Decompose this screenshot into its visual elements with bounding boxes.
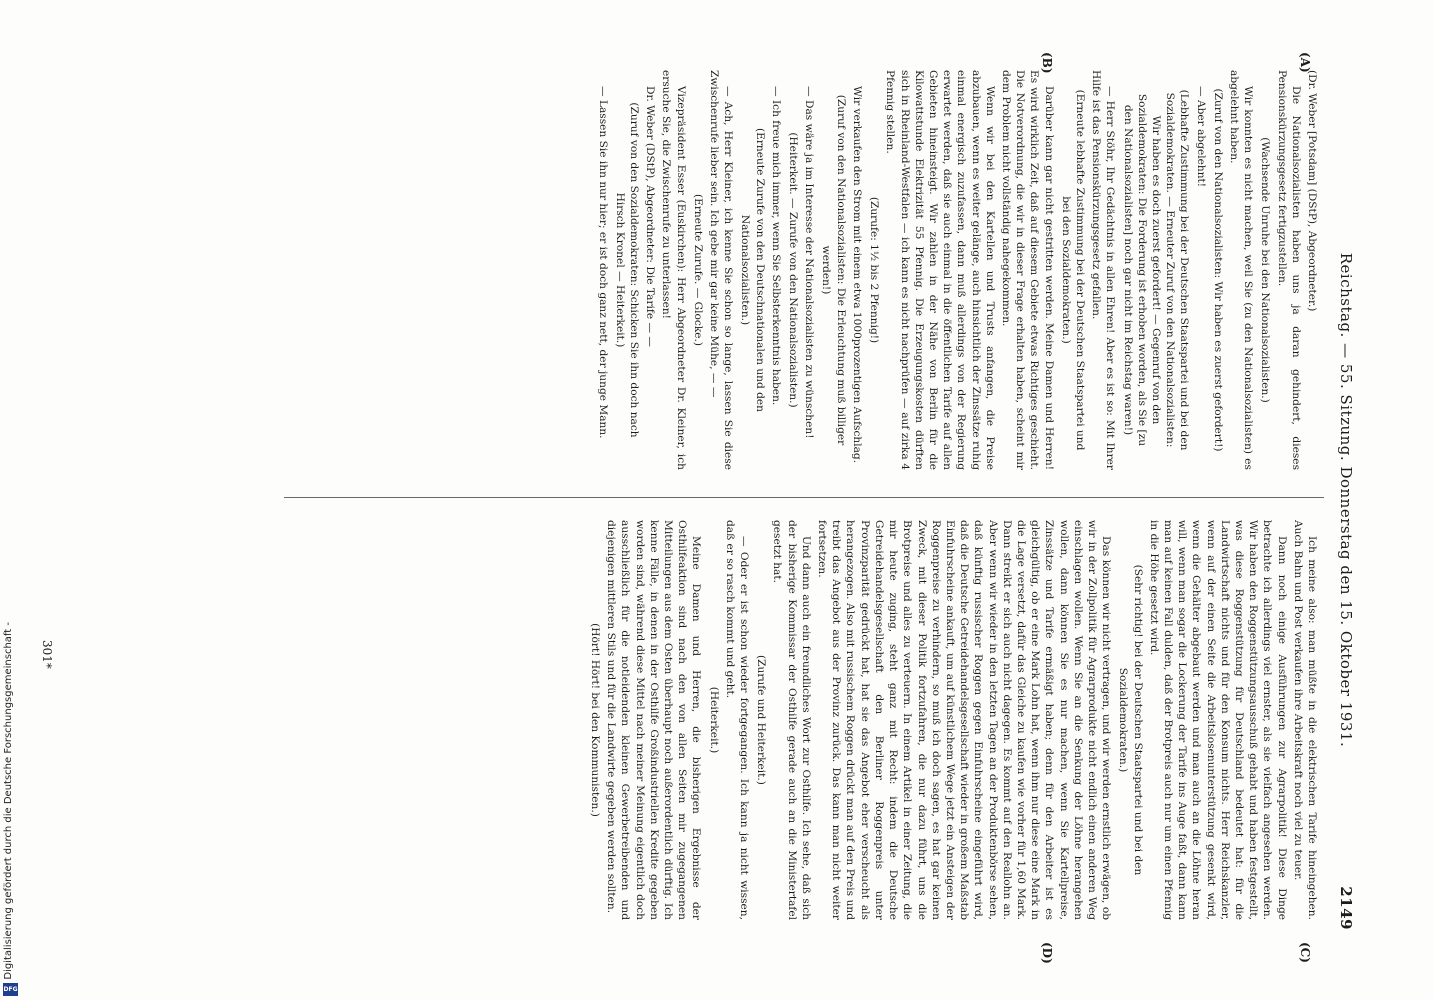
left-text-column <box>299 70 1319 470</box>
left-stage-direction: (Zuruf von den Nationalsozialisten: Wir haben es zuerst gefordert!) <box>1211 88 1224 452</box>
dfg-logo-icon: DFG <box>3 983 18 996</box>
right-paragraph: Dann noch einige Ausführungen zur Agrarpolitik! Diese Dinge betrachte ich allerdings viel ernster, als sie vielfach angesehen werden. Wir haben den Roggenstützungsausschuß gehabt und haben festgestellt, was diese Roggenstützung für Deutschland bedeutet hat: für die Landwirtschaft nichts und für den Konsum nichts. Herr Reichskanzler, wenn auf der einen Seite die Arbeitslosenunterstützung gesenkt wird, wenn die Gehälter abgebaut werden und man auch an die Löhne heran will, wenn man sogar die Lockerung der Tarife ins Auge faßt, dann kann man auf keinen Fall dulden, daß der Brotpreis auch nur um einen Pfennig in die Höhe gesetzt wird. <box>1147 520 1288 920</box>
left-paragraph: Die Nationalsozialisten haben uns ja daran gehindert, dieses Pensionskürzungsgesetz fertigzustellen. <box>1275 70 1302 470</box>
page-number: 2149 <box>1337 886 1355 930</box>
left-paragraph: — Das wäre ja im Interesse der Nationalsozialisten zu wünschen! <box>803 86 816 439</box>
right-text-column <box>419 520 1319 920</box>
left-paragraph: Darüber kann gar nicht gestritten werden. Meine Damen und Herren! Es wird wirklich Zeit, daß auf diesem Gebiete etwas Richtiges geschieht. Die Notverordnung, die wir in dieser Frage erhalten haben, scheint mir dem Problem nicht vollständig nahegekommen. <box>999 70 1055 470</box>
right-stage-direction: (Hört! Hört! bei den Kommunisten.) <box>589 623 602 817</box>
left-paragraph: — Aber abgelehnt! <box>1194 86 1207 188</box>
margin-marker-a: (A) <box>1298 52 1312 73</box>
left-stage-direction: (Heiterkeit. — Zurufe von den Nationalsozialisten.) <box>787 132 800 408</box>
right-stage-direction: (Sehr richtig! bei der Deutschen Staatspartei und bei den Sozialdemokraten.) <box>1117 564 1144 876</box>
left-paragraph: Wir konnten es nicht machen, weil Sie (zu den Nationalsozialisten) es abgelehnt haben. <box>1227 70 1255 470</box>
right-stage-direction: (Zurufe und Heiterkeit.) <box>755 655 768 785</box>
footer-credit-text: Digitalisierung gefördert durch die Deutsche Forschungsgemeinschaft - <box>3 622 14 980</box>
left-paragraph: Wenn wir bei den Kartellen und Trusts anfangen, die Preise abzubauen, wenn es weiter gelänge, auch hinsichtlich der Zinssätze ruhig einmal energisch zuzufassen, dann muß allerdings von der Regierung erwartet werden, daß sie auch einmal in die öffentlichen Tarife auf allen Gebieten hineinsteigt. Wir zahlen in der Nähe von Berlin für die Kilowattstunde Elektrizität 55 Pfennig. Die Erzeugungskosten dürften sich in Rheinland-Westfalen — ich kann es nicht nachprüfen — auf zirka 4 Pfennig stellen. <box>884 70 996 470</box>
right-paragraph: Das können wir nicht vertragen, und wir werden ernstlich erwägen, ob wir in der Zollpolitik für Agrarprodukte nicht endlich einen anderen Weg einschlagen wollen. Wenn Sie an die Senkung der Löhne herangehen wollen, dann können Sie es nur machen, wenn Sie Kartellpreise, Zinssätze und Tarife ermäßigt haben; denn für den Arbeiter ist es gleichgültig, ob er eine Mark Lohn hat, wenn ihm nur diese eine Mark in die Lage versetzt, dafür das Gleiche zu kaufen wie vorher für 1,60 Mark. Dann streikt er sich auch nicht dagegen. Es kommt auf den Reallohn an. Aber wenn wir wieder in den letzten Tagen an der Produktenbörse sehen, daß künftig russischer Roggen gegen Einfuhrscheine eingeführt wird, daß die Deutsche Getreidehandelsgesellschaft wieder in großem Maßstab Einfuhrscheine ankauft, um auf künstlichem Wege jetzt ein Ansteigen der Roggenpreise zu verhindern, so muß ich doch sagen, es hat gar keinen Zweck, mit dieser Politik fortzufahren, die nur dazu führt, uns die Brotpreise und alles zu verteuern. In einem Artikel in einer Zeitung, die mir heute zuging, steht ganz mit Recht: indem die Deutsche Getreidehandelsgesellschaft den Berliner Roggenpreis unter Provinzparität gedrückt hat, hat sie das Angebot eher verscheucht als herangezogen. Also mit russischem Roggen drückt man auf den Preis und treibt das Angebot aus der Provinz zurück. Das kann man nicht weiter fortsetzen. <box>816 520 1113 920</box>
left-paragraph: Dr. Weber (DStP), Abgeordneter: Die Tarife — — <box>644 86 657 348</box>
left-paragraph: — Herr Stöhr, Ihr Gedächtnis in allen Ehren! Aber es ist so: Mit Ihrer Hilfe ist das Pensionskürzungsgesetz gefallen. <box>1090 70 1117 470</box>
left-paragraph: Vizepräsident Esser (Euskirchen): Herr Abgeordneter Dr. Kleiner, ich ersuche Sie, die Zwischenrufe zu unterlassen! <box>660 70 687 470</box>
margin-marker-c: (C) <box>1298 942 1312 963</box>
margin-marker-b: (B) <box>1040 52 1054 74</box>
header-title: Reichstag. — 55. Sitzung. Donnerstag den 15. Oktober 1931. <box>1337 252 1355 748</box>
right-paragraph: Ich meine also: man müßte in die elektrischen Tarife hineingehen. Auch Bahn und Post verkaufen ihre Arbeitskraft noch viel zu teuer. <box>1291 520 1318 920</box>
left-stage-direction: (Zurufe: 1½ bis 2 Pfennig!) <box>868 196 881 344</box>
signature-mark: 301* <box>40 640 54 669</box>
left-stage-direction: (Erneute Zurufe. — Glocke.) <box>691 193 704 347</box>
left-stage-direction: (Erneute Zurufe von den Deutschnationalen und den Nationalsozialisten.) <box>739 127 766 412</box>
left-stage-direction: (Zuruf von den Sozialdemokraten: Schicken Sie ihn doch nach Hirsch Kronel — Heiterkeit.) <box>613 102 641 438</box>
right-stage-direction: (Heiterkeit.) <box>707 686 720 754</box>
digitization-footer <box>0 0 22 1000</box>
right-paragraph: — Oder er ist schon wieder fortgegangen. Ich kann ja nicht wissen, daß er so rasch kommt und geht. <box>723 520 751 920</box>
right-paragraph: Meine Damen und Herren, die bisherigen Ergebnisse der Osthilfeaktion sind nach den von allen Seiten mir zugegangenen Mitteilungen aus dem Osten überhaupt noch außerordentlich dürftig. Ich kenne Fälle, in denen in der Osthilfe Großindustriellen Kredite gegeben worden sind, während diese Mittel nach meiner Meinung eigentlich doch ausschließlich für die notleidenden kleinen Gewerbetreibenden und diejenigen mittleren Stils und für die Landwirte gegeben werden sollten. <box>605 520 703 920</box>
page-header <box>1333 70 1359 930</box>
left-paragraph: (Dr. Weber [Potsdam] (DStP), Abgeordneter.) <box>1306 70 1318 312</box>
margin-marker-d: (D) <box>1040 942 1054 964</box>
left-paragraph: — Ich freue mich immer, wenn Sie Selbsterkenntnis haben. <box>769 86 782 406</box>
left-stage-direction: (Wachsende Unruhe bei den Nationalsozialisten.) <box>1259 137 1272 403</box>
left-paragraph: Wir verkaufen den Strom mit einem etwa 1000prozentigen Aufschlag. <box>850 86 863 464</box>
left-stage-direction: (Lebhafte Zustimmung bei der Deutschen Staatspartei und bei den Sozialdemokraten. — Erneuter Zuruf von den Nationalsozialisten: Wir haben es doch zuerst gefordert! — Gegenruf von den Sozialdemokraten: Die Forderung ist erhoben worden, als Sie [zu den Nationalsozialisten] noch gar nicht im Reichstag waren!) <box>1121 89 1191 451</box>
left-paragraph: — Ach, Herr Kleiner, ich kenne Sie schon so lange, lassen Sie diese Zwischenrufe lieber sein. Ich gebe mir gar keine Mühe, — — <box>708 70 735 470</box>
left-paragraph: — Lassen Sie ihn nur hier; er ist doch ganz nett, der junge Mann. <box>596 86 609 439</box>
left-stage-direction: (Erneute lebhafte Zustimmung bei der Deutschen Staatspartei und bei den Sozialdemokraten.) <box>1059 89 1086 451</box>
right-paragraph: Und dann auch ein freundliches Wort zur Osthilfe. Ich sehe, daß sich der bisherige Kommissar der Osthilfe gerade auch an die Ministertafel gesetzt hat. <box>771 520 812 920</box>
left-stage-direction: (Zuruf von den Nationalsozialisten: Die Erleuchtung muß billiger werden!) <box>820 94 847 446</box>
column-divider <box>284 497 1324 498</box>
